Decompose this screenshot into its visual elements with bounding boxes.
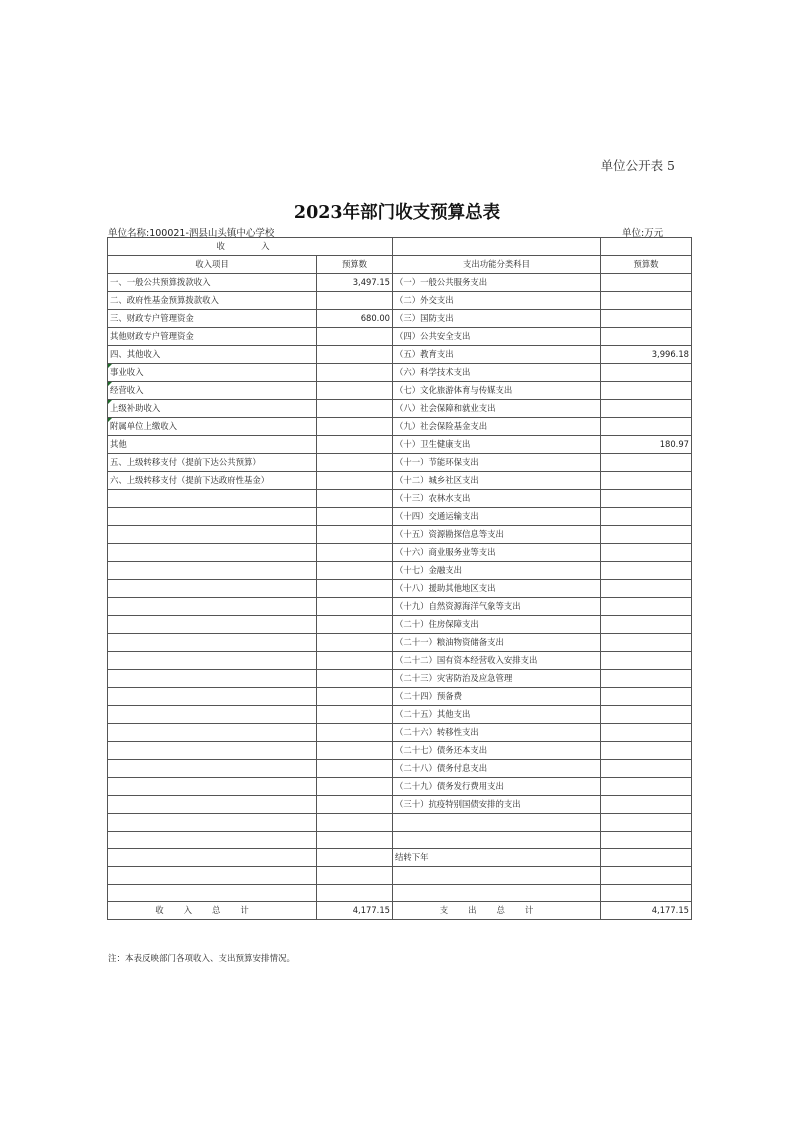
income-item-cell <box>108 634 317 652</box>
income-amount-cell <box>317 292 393 310</box>
income-amount-cell <box>317 670 393 688</box>
income-item-cell: 事业收入 <box>108 364 317 382</box>
income-amount-cell <box>317 562 393 580</box>
budget-table <box>107 237 692 920</box>
expense-item-cell: （十五）资源勘探信息等支出 <box>393 526 601 544</box>
table-row <box>108 670 692 688</box>
page-title: 2023年部门收支预算总表 <box>293 203 501 223</box>
col-expense-amount: 预算数 <box>601 256 692 274</box>
expense-amount-cell <box>601 562 692 580</box>
expense-item-cell: （二）外交支出 <box>393 292 601 310</box>
unit-name: 单位名称:100021-泗县山头镇中心学校 <box>108 228 275 239</box>
table-row <box>108 400 692 418</box>
income-amount-cell: 3,497.15 <box>317 274 393 292</box>
income-amount-cell <box>317 580 393 598</box>
table-row <box>108 724 692 742</box>
expense-amount-cell: 3,996.18 <box>601 346 692 364</box>
income-item-cell <box>108 831 317 849</box>
income-item-cell <box>108 490 317 508</box>
income-item-cell <box>108 526 317 544</box>
table-row <box>108 292 692 310</box>
income-amount-cell <box>317 364 393 382</box>
expense-amount-cell <box>601 688 692 706</box>
unit-label: 单位:万元 <box>622 228 664 239</box>
table-row <box>108 490 692 508</box>
expense-item-cell: （九）社会保险基金支出 <box>393 418 601 436</box>
income-amount-cell <box>317 436 393 454</box>
income-item-cell <box>108 796 317 814</box>
expense-item-cell: （十一）节能环保支出 <box>393 454 601 472</box>
income-amount-cell: 680.00 <box>317 310 393 328</box>
income-item-cell: 附属单位上缴收入 <box>108 418 317 436</box>
table-row <box>108 346 692 364</box>
expense-amount-cell <box>601 796 692 814</box>
income-item-cell <box>108 814 317 832</box>
total-income-label: 收入总计 <box>108 902 317 920</box>
expense-item-cell: （十九）自然资源海洋气象等支出 <box>393 598 601 616</box>
expense-amount-cell <box>601 706 692 724</box>
table-row <box>108 616 692 634</box>
expense-amount-cell <box>601 652 692 670</box>
expense-amount-cell <box>601 831 692 849</box>
income-item-cell: 上级补助收入 <box>108 400 317 418</box>
income-item-cell: 其他 <box>108 436 317 454</box>
expense-item-cell: （二十一）粮油物资储备支出 <box>393 634 601 652</box>
table-row <box>108 634 692 652</box>
table-row <box>108 688 692 706</box>
expense-amount-cell <box>601 742 692 760</box>
total-expense-value: 4,177.15 <box>601 902 692 920</box>
expense-item-cell: （二十六）转移性支出 <box>393 724 601 742</box>
income-item-cell <box>108 724 317 742</box>
table-row <box>108 562 692 580</box>
expense-amount-cell <box>601 884 692 902</box>
expense-item-cell: （三）国防支出 <box>393 310 601 328</box>
income-item-cell <box>108 508 317 526</box>
table-row <box>108 706 692 724</box>
table-row <box>108 778 692 796</box>
income-amount-cell <box>317 849 393 867</box>
income-amount-cell <box>317 688 393 706</box>
income-amount-cell <box>317 616 393 634</box>
col-income-amount: 预算数 <box>317 256 393 274</box>
expense-item-cell: （十三）农林水支出 <box>393 490 601 508</box>
expense-item-cell: （十七）金融支出 <box>393 562 601 580</box>
income-item-cell: 五、上级转移支付（提前下达公共预算） <box>108 454 317 472</box>
income-amount-cell <box>317 508 393 526</box>
income-amount-cell <box>317 544 393 562</box>
income-amount-cell <box>317 867 393 885</box>
expense-amount-cell <box>601 472 692 490</box>
group-income-header: 收 入 <box>108 238 393 256</box>
table-row <box>108 796 692 814</box>
table-row <box>108 526 692 544</box>
table-row <box>108 382 692 400</box>
group-expense-header <box>393 238 601 256</box>
expense-item-cell: 结转下年 <box>393 849 601 867</box>
table-row <box>108 454 692 472</box>
expense-amount-cell <box>601 634 692 652</box>
table-row <box>108 884 692 902</box>
expense-amount-cell <box>601 508 692 526</box>
table-row <box>108 274 692 292</box>
income-item-cell <box>108 562 317 580</box>
expense-amount-cell <box>601 598 692 616</box>
expense-amount-cell <box>601 814 692 832</box>
expense-amount-cell <box>601 418 692 436</box>
expense-amount-cell <box>601 454 692 472</box>
expense-item-cell: （二十四）预备费 <box>393 688 601 706</box>
expense-item-cell <box>393 884 601 902</box>
income-amount-cell <box>317 724 393 742</box>
total-expense-label: 支出总计 <box>393 902 601 920</box>
income-item-cell <box>108 760 317 778</box>
expense-amount-cell <box>601 310 692 328</box>
col-income-item: 收入项目 <box>108 256 317 274</box>
income-item-cell <box>108 884 317 902</box>
table-row <box>108 580 692 598</box>
income-amount-cell <box>317 778 393 796</box>
expense-amount-cell <box>601 364 692 382</box>
expense-amount-cell <box>601 849 692 867</box>
expense-item-cell <box>393 867 601 885</box>
table-row <box>108 544 692 562</box>
income-item-cell: 四、其他收入 <box>108 346 317 364</box>
income-item-cell <box>108 742 317 760</box>
expense-amount-cell <box>601 778 692 796</box>
expense-amount-cell <box>601 724 692 742</box>
table-row <box>108 867 692 885</box>
income-item-cell <box>108 598 317 616</box>
expense-item-cell: （二十二）国有资本经营收入安排支出 <box>393 652 601 670</box>
expense-item-cell: （二十）住房保障支出 <box>393 616 601 634</box>
expense-amount-cell <box>601 580 692 598</box>
footnote: 注：本表反映部门各项收入、支出预算安排情况。 <box>108 954 296 964</box>
table-row <box>108 760 692 778</box>
expense-amount-cell <box>601 292 692 310</box>
group-header-row <box>108 238 692 256</box>
income-amount-cell <box>317 526 393 544</box>
expense-amount-cell <box>601 526 692 544</box>
expense-item-cell: （二十三）灾害防治及应急管理 <box>393 670 601 688</box>
income-amount-cell <box>317 634 393 652</box>
expense-amount-cell <box>601 616 692 634</box>
income-amount-cell <box>317 472 393 490</box>
col-expense-item: 支出功能分类科目 <box>393 256 601 274</box>
expense-item-cell: （八）社会保障和就业支出 <box>393 400 601 418</box>
expense-amount-cell <box>601 382 692 400</box>
income-amount-cell <box>317 598 393 616</box>
expense-item-cell: （二十八）债务付息支出 <box>393 760 601 778</box>
income-item-cell <box>108 652 317 670</box>
expense-item-cell: （二十九）债务发行费用支出 <box>393 778 601 796</box>
income-item-cell: 六、上级转移支付（提前下达政府性基金） <box>108 472 317 490</box>
expense-item-cell: （十）卫生健康支出 <box>393 436 601 454</box>
income-item-cell: 其他财政专户管理资金 <box>108 328 317 346</box>
expense-amount-cell <box>601 490 692 508</box>
expense-item-cell <box>393 814 601 832</box>
table-row <box>108 831 692 849</box>
expense-item-cell: （十二）城乡社区支出 <box>393 472 601 490</box>
income-item-cell <box>108 849 317 867</box>
expense-amount-cell <box>601 670 692 688</box>
income-item-cell <box>108 706 317 724</box>
table-row <box>108 310 692 328</box>
expense-item-cell: （四）公共安全支出 <box>393 328 601 346</box>
expense-item-cell: （六）科学技术支出 <box>393 364 601 382</box>
income-amount-cell <box>317 328 393 346</box>
expense-amount-cell <box>601 867 692 885</box>
table-row <box>108 652 692 670</box>
income-amount-cell <box>317 490 393 508</box>
total-income-value: 4,177.15 <box>317 902 393 920</box>
income-amount-cell <box>317 400 393 418</box>
expense-item-cell: （二十七）债务还本支出 <box>393 742 601 760</box>
page-code: 单位公开表 5 <box>600 158 675 173</box>
income-item-cell <box>108 616 317 634</box>
table-row <box>108 364 692 382</box>
table-row <box>108 742 692 760</box>
income-amount-cell <box>317 652 393 670</box>
income-amount-cell <box>317 884 393 902</box>
expense-amount-cell <box>601 544 692 562</box>
income-amount-cell <box>317 706 393 724</box>
expense-item-cell: （一）一般公共服务支出 <box>393 274 601 292</box>
table-row <box>108 436 692 454</box>
income-item-cell <box>108 778 317 796</box>
income-amount-cell <box>317 742 393 760</box>
totals-row <box>108 902 692 920</box>
expense-item-cell: （二十五）其他支出 <box>393 706 601 724</box>
table-row <box>108 814 692 832</box>
expense-amount-cell <box>601 274 692 292</box>
table-row <box>108 598 692 616</box>
column-header-row <box>108 256 692 274</box>
expense-amount-cell <box>601 760 692 778</box>
income-item-cell <box>108 688 317 706</box>
expense-item-cell: （十六）商业服务业等支出 <box>393 544 601 562</box>
expense-amount-cell <box>601 400 692 418</box>
expense-item-cell <box>393 831 601 849</box>
table-row <box>108 418 692 436</box>
income-item-cell <box>108 580 317 598</box>
income-amount-cell <box>317 346 393 364</box>
table-row <box>108 849 692 867</box>
income-amount-cell <box>317 796 393 814</box>
income-item-cell: 一、一般公共预算拨款收入 <box>108 274 317 292</box>
income-item-cell: 经营收入 <box>108 382 317 400</box>
expense-item-cell: （十四）交通运输支出 <box>393 508 601 526</box>
expense-item-cell: （七）文化旅游体育与传媒支出 <box>393 382 601 400</box>
income-amount-cell <box>317 382 393 400</box>
table-row <box>108 328 692 346</box>
income-amount-cell <box>317 831 393 849</box>
income-item-cell <box>108 867 317 885</box>
expense-item-cell: （十八）援助其他地区支出 <box>393 580 601 598</box>
group-expense-header-amount <box>601 238 692 256</box>
expense-amount-cell: 180.97 <box>601 436 692 454</box>
expense-item-cell: （三十）抗疫特别国债安排的支出 <box>393 796 601 814</box>
income-item-cell <box>108 670 317 688</box>
income-item-cell: 三、财政专户管理资金 <box>108 310 317 328</box>
income-amount-cell <box>317 418 393 436</box>
income-item-cell: 二、政府性基金预算拨款收入 <box>108 292 317 310</box>
expense-item-cell: （五）教育支出 <box>393 346 601 364</box>
income-amount-cell <box>317 454 393 472</box>
expense-amount-cell <box>601 328 692 346</box>
income-amount-cell <box>317 814 393 832</box>
table-row <box>108 508 692 526</box>
income-amount-cell <box>317 760 393 778</box>
table-row <box>108 472 692 490</box>
income-item-cell <box>108 544 317 562</box>
